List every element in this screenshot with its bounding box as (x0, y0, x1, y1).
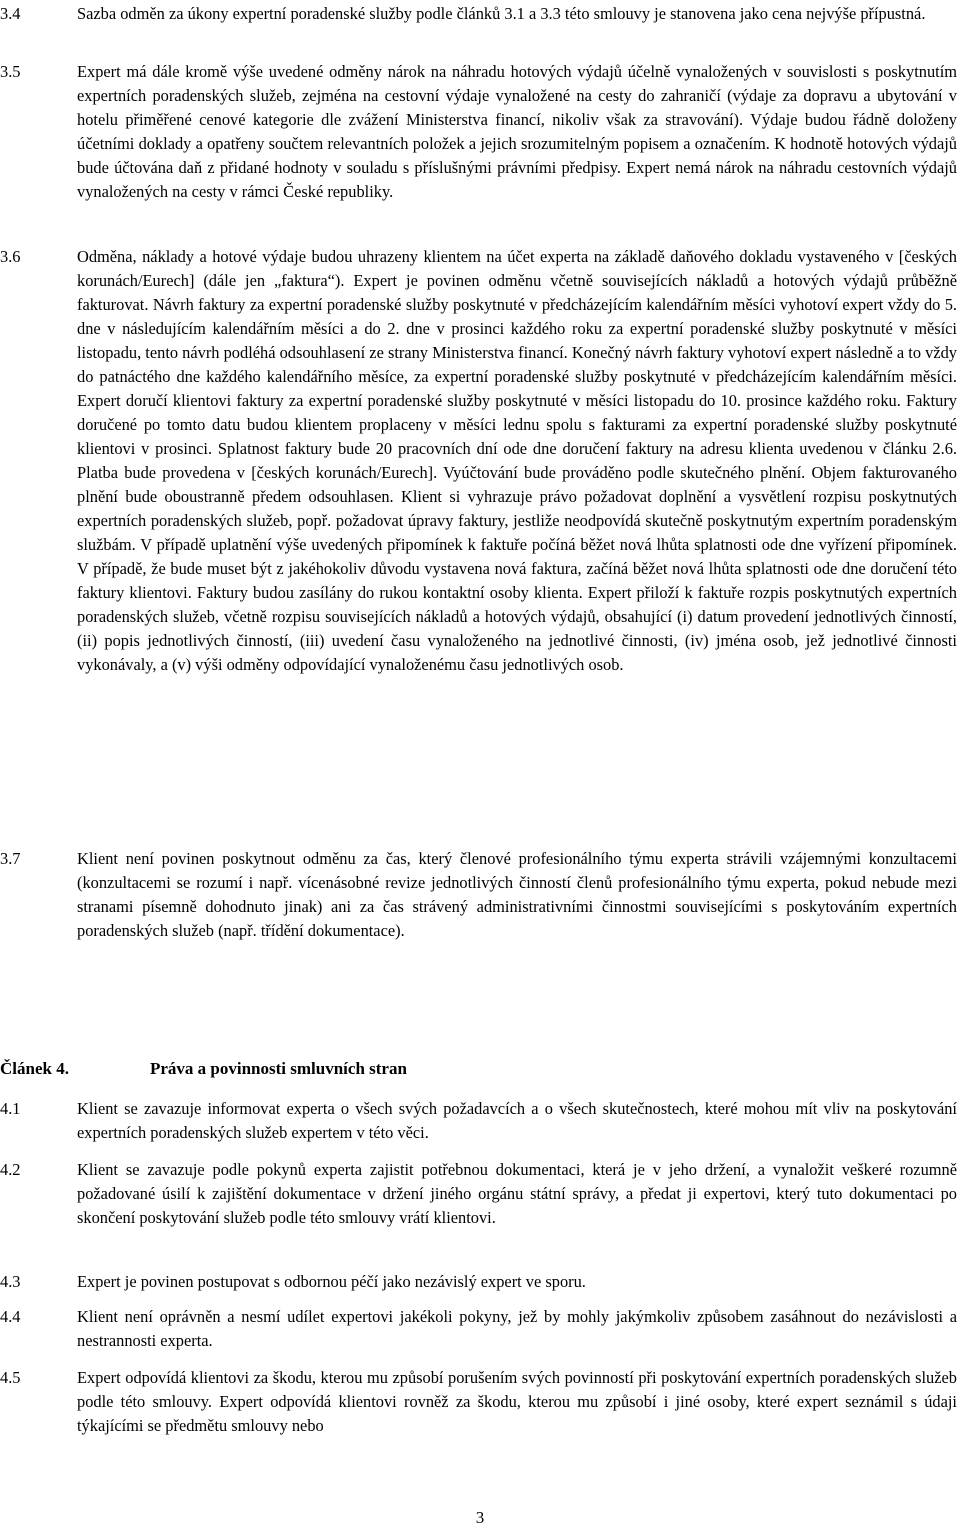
clause-number: 4.2 (0, 1160, 21, 1179)
clause-text: Expert odpovídá klientovi za škodu, kterou mu způsobí porušením svých povinností při poskytování expertních poradenských služeb podle této smlouvy. Expert odpovídá klientovi rovněž za škodu, kterou mu způsobí i jiné osoby, které expert seznámil s údaji týkajícími se předmětu smlouvy nebo (77, 1368, 957, 1435)
clause-number: 4.3 (0, 1272, 21, 1291)
article-number: Článek 4. (0, 1059, 69, 1078)
clause-4-1 (0, 1097, 960, 1145)
clause-text: Klient se zavazuje podle pokynů experta zajistit potřebnou dokumentaci, která je v jeho držení, a vynaložit veškeré rozumně požadované úsilí k zajištění dokumentace v držení jiného orgánu státní správy, a předat ji expertovi, který tuto dokumentaci po skončení poskytování služeb podle této smlouvy vrátí klientovi. (77, 1160, 957, 1227)
clause-4-4 (0, 1305, 960, 1353)
clause-text: Odměna, náklady a hotové výdaje budou uhrazeny klientem na účet experta na základě daňového dokladu vystaveného v [českých korunách/Eurech] (dále jen „faktura“). Expert je povinen odměnu včetně souvisejících nákladů a hotových výdajů průběžně fakturovat. Návrh faktury za expertní poradenské služby poskytnuté v předcházejícím kalendářním měsíci vyhotoví expert vždy do 5. dne v následujícím kalendářním měsíci a do 2. dne v prosinci každého roku za expertní poradenské služby poskytnuté v měsíci listopadu, tento návrh podléhá odsouhlasení ze strany Ministerstva financí. Konečný návrh faktury vyhotoví expert následně a to vždy do patnáctého dne každého kalendářního měsíce, za expertní poradenské služby poskytnuté v předcházejícím kalendářním měsíci. Expert doručí klientovi faktury za expertní poradenské služby poskytnuté v měsíci listopadu do 10. prosince každého roku. Faktury doručené po tomto datu budou klientem proplaceny v měsíci lednu spolu s fakturami za expertní poradenské služby poskytnuté klientovi v prosinci. Splatnost faktury bude 20 pracovních dní ode dne doručení faktury na adresu klienta uvedenou v článku 2.6. Platba bude provedena v [českých korunách/Eurech]. Vyúčtování bude prováděno podle skutečného plnění. Objem fakturovaného plnění bude oboustranně předem odsouhlasen. Klient si vyhrazuje právo požadovat doplnění a vysvětlení rozpisu poskytnutých expertních poradenských služeb, popř. požadovat úpravy faktury, jestliže neodpovídá skutečně poskytnutým expertním poradenským službám. V případě uplatnění výše uvedených připomínek k faktuře počíná běžet nová lhůta splatnosti ode dne vyřízení připomínek. V případě, že bude muset být z jakéhokoliv důvodu vystavena nová faktura, začíná běžet nová lhůta splatnosti ode dne doručení této faktury klientovi. Faktury budou zasílány do rukou kontaktní osoby klienta. Expert přiloží k faktuře rozpis poskytnutých expertních poradenských služeb, včetně rozpisu souvisejících nákladů a hotových výdajů, obsahující (i) datum provedení jednotlivých činností, (ii) popis jednotlivých činností, (iii) uvedení času vynaloženého na jednotlivé činnosti, (iv) jména osob, jež jednotlivé činnosti vykonávaly, a (v) výši odměny odpovídající vynaloženému času jednotlivých osob. (77, 247, 957, 674)
clause-4-3 (0, 1270, 960, 1294)
clause-text: Klient není povinen poskytnout odměnu za čas, který členové profesionálního týmu experta strávili vzájemnými konzultacemi (konzultacemi se rozumí i např. vícenásobné revize jednotlivých činností členů profesionálního týmu experta, pokud nebude mezi stranami písemně dohodnuto jinak) ani za čas strávený administrativními činnostmi souvisejícími s poskytováním expertních poradenských služeb (např. třídění dokumentace). (77, 849, 957, 940)
clause-number: 4.5 (0, 1368, 21, 1387)
clause-3-6 (0, 245, 960, 677)
clause-3-7 (0, 847, 960, 943)
clause-number: 4.4 (0, 1307, 21, 1326)
clause-number: 3.5 (0, 62, 21, 81)
clause-4-2 (0, 1158, 960, 1230)
clause-3-5 (0, 60, 960, 204)
clause-text: Expert má dále kromě výše uvedené odměny nárok na náhradu hotových výdajů účelně vynaložených v souvislosti s poskytnutím expertních poradenských služeb, zejména na cestovní výdaje vynaložené na cesty do zahraničí (výdaje za dopravu a ubytování v hotelu přiměřené cenové kategorie dle zvážení Ministerstva financí, nikoliv však za stravování). Výdaje budou řádně doloženy účetními doklady a opatřeny součtem relevantních položek a jejich srozumitelným popisem a označením. K hodnotě hotových výdajů bude účtována daň z přidané hodnoty v souladu s příslušnými právními předpisy. Expert nemá nárok na náhradu cestovních výdajů vynaložených na cesty v rámci České republiky. (77, 62, 957, 201)
article-title: Práva a povinnosti smluvních stran (150, 1059, 407, 1078)
clause-3-4 (0, 2, 960, 26)
clause-number: 3.6 (0, 247, 21, 266)
clause-number: 3.7 (0, 849, 21, 868)
clause-4-5 (0, 1366, 960, 1438)
clause-number: 4.1 (0, 1099, 21, 1118)
clause-text: Sazba odměn za úkony expertní poradenské služby podle článků 3.1 a 3.3 této smlouvy je stanovena jako cena nejvýše přípustná. (77, 4, 926, 23)
clause-number: 3.4 (0, 4, 21, 23)
clause-text: Klient není oprávněn a nesmí udílet expertovi jakékoli pokyny, jež by mohly jakýmkoliv způsobem zasáhnout do nezávislosti a nestrannosti experta. (77, 1307, 957, 1350)
clause-text: Expert je povinen postupovat s odbornou péčí jako nezávislý expert ve sporu. (77, 1272, 586, 1291)
page-number: 3 (475, 1508, 485, 1527)
clause-text: Klient se zavazuje informovat experta o všech svých požadavcích a o všech skutečnostech, které mohou mít vliv na poskytování expertních poradenských služeb expertem v této věci. (77, 1099, 957, 1142)
